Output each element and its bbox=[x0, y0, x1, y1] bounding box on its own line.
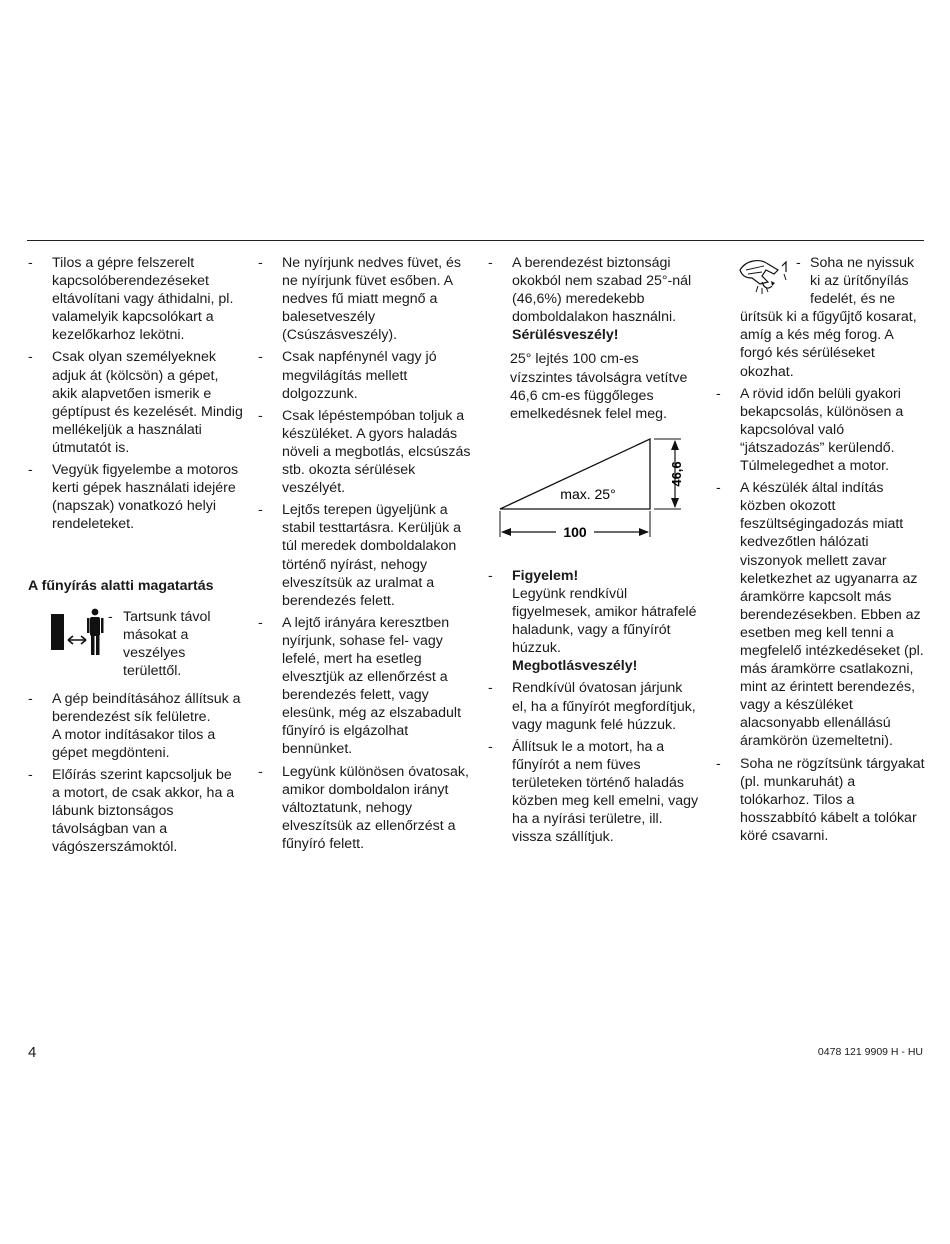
list-item: - Előírás szerint kapcsoljuk be a motort, de csak akkor, ha a lábunk biztonságos távolságban van a vágószerszámoktól. bbox=[28, 766, 243, 856]
section-heading: A fűnyírás alatti magatartás bbox=[28, 578, 214, 595]
list-item: - Tilos a gépre felszerelt kapcsolóberendezéseket eltávolítani vagy áthidalni, pl. valamelyik kapcsolókart a kezelőkarhoz lekötni. bbox=[28, 254, 243, 344]
item-text: Lejtős terepen ügyeljünk a stabil testtartásra. Kerüljük a túl meredek domboldalakon történő nyírást, nehogy elveszítsük az uralmat a berendezés felett. bbox=[282, 502, 461, 609]
diagram-base-label: 100 bbox=[563, 523, 587, 540]
diagram-angle-label: max. 25° bbox=[560, 485, 616, 502]
list-item: - Csak olyan személyeknek adjuk át (kölcsön) a gépet, akik alapvetően ismerik e géptípust és kezelését. Mindig mellékeljük a használati útmutatót is. bbox=[28, 349, 243, 456]
item-text: Ne nyírjunk nedves füvet, és ne nyírjunk füvet esőben. A nedves fű miatt megnő a balesetveszély (Csúszásveszély). bbox=[282, 255, 462, 344]
item-text: Soha ne nyissuk ki az ürítőnyílás fedelét, és ne bbox=[810, 255, 915, 308]
list-item: - Lejtős terepen ügyeljünk a stabil testtartásra. Kerüljük a túl meredek domboldalakon történő nyírást, nehogy elveszítsük az uralmat a berendezés felett. bbox=[258, 501, 473, 610]
slope-diagram bbox=[496, 437, 684, 545]
item-text: Soha ne rögzítsünk tárgyakat (pl. munkaruhát) a tolókarhoz. Tilos a hosszabbító kábelt a tolókar köré csavarni. bbox=[740, 755, 925, 844]
item-text: Vegyük figyelembe a motoros kerti gépek használati idejére (napszak) vonatkozó helyi rendeleteket. bbox=[52, 462, 239, 533]
list-item: - A készülék által indítás közben okozott feszültségingadozás miatt kedvezőtlen hálózati viszonyok mellett zavar keletkezhet az ugyanarra az áramkörre kapcsolt más berendezésekben. Ebben az esetben meg kell tenni a megfelelő intézkedéseket (pl. más áramkörre csatlakozni, mint az érintett berendezés, vagy a készüléket alacsonyabb ellenállású áramkörön üzemeltetni). bbox=[716, 479, 928, 750]
list-item: - Soha ne nyissuk ki az ürítőnyílás fedelét, és ne ürítsük ki a fűgyűjtő kosarat, amíg a kés még forog. A forgó kés sérüléseket okozhat. bbox=[716, 254, 928, 381]
item-text: Csak olyan személyeknek adjuk át (kölcsön) a gépet, akik alapvetően ismerik e géptípust és kezelését. Mindig mellékeljük a használati útmutatót is. bbox=[52, 349, 243, 456]
item-text: A motor indításakor tilos a gépet megdönteni. bbox=[52, 726, 216, 761]
list-item: - A berendezést biztonsági okokból nem szabad 25°-nál (46,6%) meredekebb domboldalakon használni. Sérülésveszély! bbox=[488, 254, 700, 344]
notice-title: Figyelem! bbox=[512, 567, 579, 584]
keep-distance-icon bbox=[50, 608, 106, 658]
item-text: Tartsunk távol másokat a veszélyes területtől. bbox=[123, 608, 211, 679]
item-text: Állítsuk le a motort, ha a fűnyírót a nem füves területeken történő haladás közben meg kell emelni, vagy ha a nyírási területre, ill. vissza szállítjuk. bbox=[512, 738, 699, 846]
column-4 bbox=[716, 254, 928, 849]
list-item: - Vegyük figyelembe a motoros kerti gépek használati idejére (napszak) vonatkozó helyi rendeleteket. bbox=[28, 461, 243, 533]
document-code: 0478 121 9909 H - HU bbox=[817, 1046, 923, 1058]
list-item: - Állítsuk le a motort, ha a fűnyírót a nem füves területeken történő haladás közben meg kell emelni, vagy ha a nyírási területre, ill. vissza szállítjuk. bbox=[488, 738, 699, 846]
item-text: A gép beindításához állítsuk a berendezést sík felületre. bbox=[52, 690, 241, 725]
item-text: Csak napfénynél vagy jó megvilágítás mellett dolgozzunk. bbox=[282, 349, 437, 402]
list-item: - Tartsunk távol másokat a veszélyes területtől. bbox=[108, 608, 243, 680]
item-text: A berendezést biztonsági okokból nem szabad 25°-nál (46,6%) meredekebb domboldalakon használni. bbox=[512, 255, 692, 326]
item-text: Legyünk különösen óvatosak, amikor domboldalon irányt változtatunk, nehogy elveszítsük az ellenőrzést a fűnyíró felett. bbox=[282, 763, 469, 852]
item-text: Rendkívül óvatosan járjunk el, ha a fűnyírót megfordítjuk, vagy magunk felé húzzuk. bbox=[512, 680, 696, 733]
item-text: A rövid időn belüli gyakori bekapcsolás, különösen a kapcsolóval való “játszadozás” kerülendő. Túlmelegedhet a motor. bbox=[740, 385, 904, 475]
column-2 bbox=[258, 254, 473, 857]
top-rule bbox=[27, 240, 924, 241]
item-text: ürítsük ki a fűgyűjtő kosarat, amíg a kés még forog. A forgó kés sérüléseket okozhat. bbox=[740, 309, 917, 380]
item-text: A lejtő irányára keresztben nyírjunk, sohase fel- vagy lefelé, mert ha esetleg elvesztjük az ellenőrzést a berendezés felett, vagy elesünk, még az elszabadult fűnyíró is elgázolhat bennünket. bbox=[282, 614, 462, 758]
item-text: Tilos a gépre felszerelt kapcsolóberendezéseket eltávolítani vagy áthidalni, pl. valamelyik kapcsolókart a kezelőkarhoz lekötni. bbox=[52, 255, 234, 344]
list-item: - Figyelem! Legyünk rendkívül figyelmesek, amikor hátrafelé haladunk, vagy a fűnyírót húzzuk. Megbotlásveszély! bbox=[488, 567, 700, 676]
warning-text: Megbotlásveszély! bbox=[512, 658, 638, 675]
warning-text: Sérülésveszély! bbox=[512, 327, 619, 344]
list-item: - A lejtő irányára keresztben nyírjunk, sohase fel- vagy lefelé, mert ha esetleg elvesztjük az ellenőrzést a berendezés felett, vagy elesünk, még az elszabadult fűnyíró is elgázolhat bennünket. bbox=[258, 614, 473, 759]
keep-distance-row bbox=[28, 608, 243, 686]
page-number: 4 bbox=[28, 1044, 37, 1061]
column-1 bbox=[28, 254, 243, 860]
list-item: - Ne nyírjunk nedves füvet, és ne nyírjunk füvet esőben. A nedves fű miatt megnő a balesetveszély (Csúszásveszély). bbox=[258, 254, 473, 344]
list-item: - Soha ne rögzítsünk tárgyakat (pl. munkaruhát) a tolókarhoz. Tilos a hosszabbító kábelt a tolókar köré csavarni. bbox=[716, 755, 928, 845]
list-item: - Csak lépéstempóban toljuk a készüléket. A gyors haladás növeli a megbotlás, elcsúszás stb. okozta sérülések veszélyét. bbox=[258, 407, 473, 497]
list-item: - A rövid időn belüli gyakori bekapcsolás, különösen a kapcsolóval való “játszadozás” kerülendő. Túlmelegedhet a motor. bbox=[716, 385, 928, 475]
list-item: - Rendkívül óvatosan járjunk el, ha a fűnyírót megfordítjuk, vagy magunk felé húzzuk. bbox=[488, 679, 700, 733]
paragraph: 25° lejtés 100 cm-es vízszintes távolságra vetítve 46,6 cm-es függőleges emelkedésnek felel meg. bbox=[510, 351, 688, 422]
list-item: - Legyünk különösen óvatosak, amikor domboldalon irányt változtatunk, nehogy elveszítsük az ellenőrzést a fűnyíró felett. bbox=[258, 763, 473, 853]
item-text: Csak lépéstempóban toljuk a készüléket. A gyors haladás növeli a megbotlás, elcsúszás stb. okozta sérülések veszélyét. bbox=[282, 407, 471, 497]
item-text: Legyünk rendkívül figyelmesek, amikor hátrafelé haladunk, vagy a fűnyírót húzzuk. bbox=[512, 585, 697, 657]
list-item: - Csak napfénynél vagy jó megvilágítás mellett dolgozzunk. bbox=[258, 348, 473, 402]
item-text: A készülék által indítás közben okozott feszültségingadozás miatt kedvezőtlen hálózati viszonyok mellett zavar keletkezhet az ugyanarra az áramkörre kapcsolt más berendezésekben. Ebben az esetben meg kell tenni a megfelelő intézkedéseket (pl. más áramkörre csatlakozni, mint az érintett berendezés, vagy a készüléket alacsonyabb ellenállású áramkörön üzemeltetni). bbox=[740, 480, 924, 750]
list-item: - A gép beindításához állítsuk a berendezést sík felületre. A motor indításakor tilos a gépet megdönteni. bbox=[28, 690, 243, 762]
diagram-height-label: 46,6 bbox=[669, 461, 684, 487]
column-3 bbox=[488, 254, 700, 850]
item-text: Előírás szerint kapcsoljuk be a motort, de csak akkor, ha a lábunk biztonságos távolságban van a vágószerszámoktól. bbox=[52, 766, 235, 856]
